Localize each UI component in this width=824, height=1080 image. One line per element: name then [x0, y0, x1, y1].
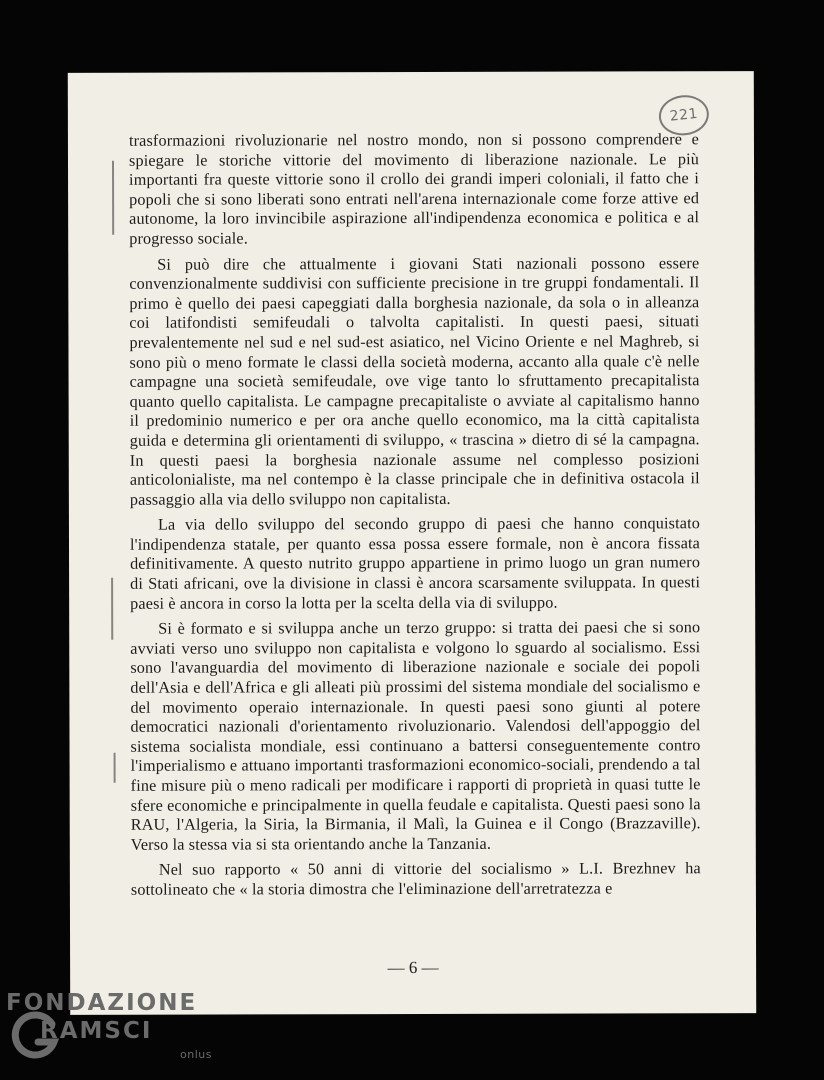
page-number: — 6 —	[387, 957, 439, 978]
paragraph-3: La via dello sviluppo del secondo gruppo di paesi che hanno conquistato l'indipendenza statale, per quanto essa possa essere formale, non è ancora fissata definitivamente. A questo nutrito gruppo appartiene in primo luogo un gran numero di Stati africani, ove la divisione in classi è ancora scarsamente sviluppata. In questi paesi è ancora in corso la lotta per la scelta della via di sviluppo.	[129, 514, 701, 613]
logo-text-line1: FONDAZIONE	[6, 990, 198, 1016]
paragraph-2: Si può dire che attualmente i giovani Stati nazionali possono essere convenzionalmente suddivisi con sufficiente precisione in tre gruppi fondamentali. Il primo è quello dei paesi capeggiati dalla borghesia nazionale, da sola o in alleanza coi latifondisti semifeudali o talvolta capitalisti. In questi paesi, situati prevalentemente nel sud e nel sud-est asiatico, nel Vicino Oriente e nel Maghreb, si sono più o meno formate le classi della società moderna, accanto alla quale c'è nelle campagne una società semifeudale, ove vige tanto lo sfruttamento precapitalista quanto quello capitalista. Le campagne precapitaliste o avviate al capitalismo hanno il predominio numerico e per ora anche quello economico, ma la città capitalista guida e determina gli orientamenti di sviluppo, « trascina » dietro di sé la campagna. In questi paesi la borghesia nazionale assume nel complesso posizioni anticolonialiste, ma nel contempo è la classe principale che in definitiva ostacola il passaggio alla via dello sviluppo non capitalista.	[129, 253, 700, 509]
archive-number-stamp: 221	[657, 93, 711, 138]
paragraph-1: trasformazioni rivoluzionarie nel nostro mondo, non si possono comprendere e spiegare le storiche vittorie del movimento di liberazione nazionale. Le più importanti fra queste vittorie sono il crollo dei grandi imperi coloniali, il fatto che i popoli che si sono liberati sono entrati nell'arena internazionale come forze attive ed autonome, la loro invincibile aspirazione all'indipendenza economica e politica e al progresso sociale.	[128, 130, 700, 248]
paragraph-5: Nel suo rapporto « 50 anni di vittorie del socialismo » L.I. Brezhnev ha sottolineato che « la storia dimostra che l'eliminazione dell'arretratezza e	[130, 859, 701, 899]
logo-text-line3: onlus	[180, 1048, 212, 1061]
margin-pencil-mark	[111, 578, 113, 640]
margin-pencil-mark	[112, 161, 114, 235]
fondazione-gramsci-logo	[6, 990, 212, 1070]
paragraph-4: Si è formato e si sviluppa anche un terzo gruppo: si tratta dei paesi che si sono avviati verso uno sviluppo non capitalista e volgono lo sguardo al socialismo. Essi sono l'avanguardia del movimento di liberazione nazionale e sociale dei popoli dell'Asia e dell'Africa e gli alleati più prossimi del sistema mondiale del socialismo e del movimento operaio internazionale. In questi paesi sono giunti al potere democratici nazionali d'orientamento rivoluzionario. Valendosi dell'appoggio del sistema socialista mondiale, essi continuano a battersi conseguentemente contro l'imperialismo e attuano importanti trasformazioni economico-sociali, prendendo a tal fine misure più o meno radicali per modificare i rapporti di proprietà in quasi tutte le sfere economiche e principalmente in quella feudale e capitalista. Questi paesi sono la RAU, l'Algeria, la Siria, la Birmania, il Malì, la Guinea e il Congo (Brazzaville). Verso la stessa via si sta orientando anche la Tanzania.	[130, 618, 701, 854]
margin-pencil-mark	[114, 753, 116, 783]
document-page	[68, 71, 756, 1015]
body-text	[129, 130, 701, 906]
logo-text-line2: RAMSCI	[40, 1018, 153, 1044]
